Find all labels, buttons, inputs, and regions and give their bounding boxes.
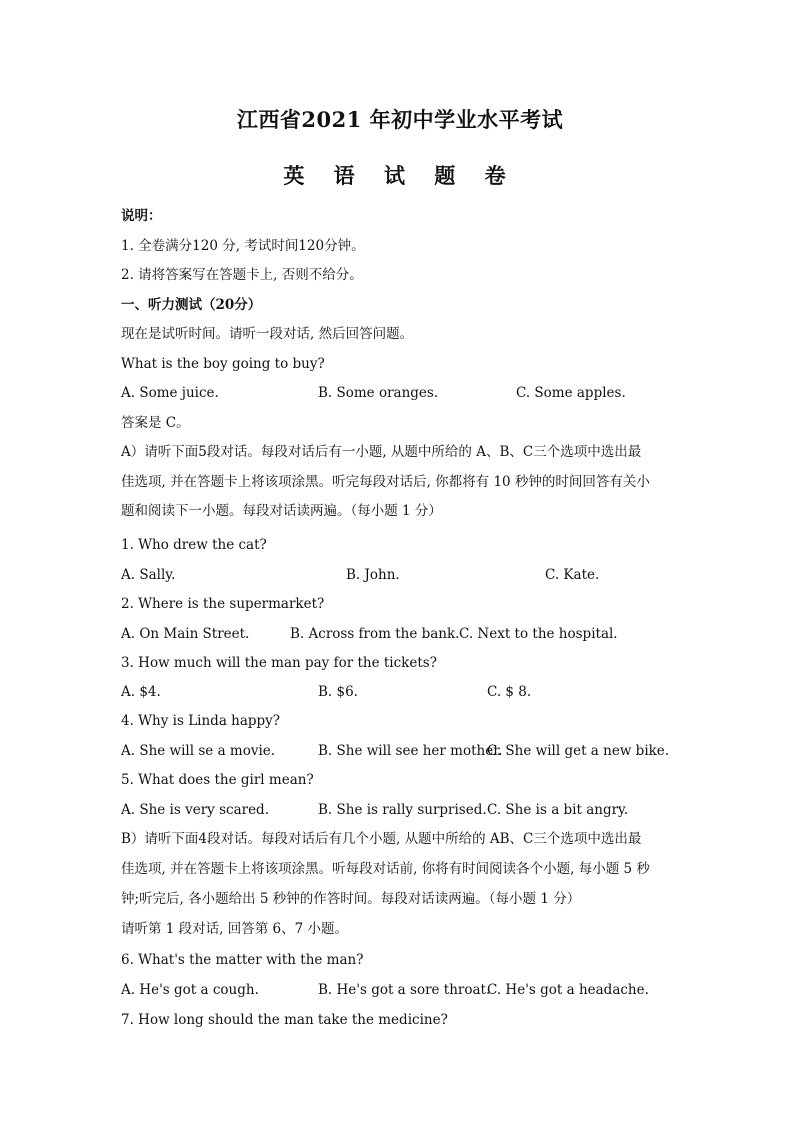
part-a-instruction: A）请听下面5段对话。每段对话后有一小题, 从题中所给的 A、B、C三个选项中选出最 (121, 444, 642, 460)
option-b: B. She will see her mother. (318, 743, 503, 759)
part-b-instruction: 佳选项, 并在答题卡上将该项涂黑。听每段对话前, 你将有时间阅读各个小题, 每小题 5 秒 (121, 861, 650, 877)
question: 3. How much will the man pay for the tickets? (121, 655, 437, 671)
option-c: C. Next to the hospital. (459, 626, 618, 642)
question: 1. Who drew the cat? (121, 537, 267, 553)
part-b-instruction: B）请听下面4段对话。每段对话后有几个小题, 从题中所给的 AB、C三个选项中选出最 (121, 831, 642, 847)
option-c: C. $ 8. (487, 684, 532, 700)
instruction-line: 2. 请将答案写在答题卡上, 否则不给分。 (121, 267, 363, 283)
option-c: C. Some apples. (516, 385, 626, 401)
part-a-instruction: 佳选项, 并在答题卡上将该项涂黑。听完每段对话后, 你都将有 10 秒钟的时间回答有关小 (121, 474, 650, 490)
practice-question: What is the boy going to buy? (121, 356, 325, 372)
option-c: C. Kate. (545, 567, 600, 583)
question: 5. What does the girl mean? (121, 772, 314, 788)
option-a: A. $4. (121, 684, 161, 700)
option-b: B. John. (346, 567, 400, 583)
practice-answer: 答案是 C。 (121, 415, 190, 431)
option-a: A. She will se a movie. (121, 743, 276, 759)
option-b: B. He's got a sore throat. (318, 982, 491, 998)
practice-intro: 现在是试听时间。请听一段对话, 然后回答问题。 (121, 326, 414, 342)
option-b: B. She is rally surprised. (318, 802, 487, 818)
instruction-line: 1. 全卷满分120 分, 考试时间120分钟。 (121, 238, 365, 254)
question: 4. Why is Linda happy? (121, 713, 281, 729)
part-b-instruction: 钟;听完后, 各小题给出 5 秒钟的作答时间。每段对话读两遍。（每小题 1 分） (121, 891, 581, 907)
instructions-heading: 说明： (121, 208, 162, 224)
exam-title: 江西省2021 年初中学业水平考试 (236, 107, 564, 132)
option-a: A. On Main Street. (121, 626, 250, 642)
question: 6. What's the matter with the man? (121, 952, 364, 968)
section-heading: 一、听力测试（20分） (121, 297, 262, 313)
question: 2. Where is the supermarket? (121, 596, 325, 612)
option-c: C. He's got a headache. (487, 982, 649, 998)
part-a-instruction: 题和阅读下一小题。每段对话读两遍。（每小题 1 分） (121, 503, 442, 519)
option-b: B. Some oranges. (318, 385, 439, 401)
option-a: A. She is very scared. (121, 802, 269, 818)
option-a: A. Some juice. (121, 385, 219, 401)
option-b: B. $6. (318, 684, 358, 700)
exam-subtitle: 英 语 试 题 卷 (283, 163, 517, 188)
option-a: A. Sally. (121, 567, 176, 583)
option-c: C. She is a bit angry. (487, 802, 629, 818)
option-c: C. She will get a new bike. (487, 743, 670, 759)
option-b: B. Across from the bank. (290, 626, 460, 642)
option-a: A. He's got a cough. (121, 982, 259, 998)
question: 7. How long should the man take the medicine? (121, 1012, 448, 1028)
dialogue-intro: 请听第 1 段对话, 回答第 6、7 小题。 (121, 921, 349, 937)
